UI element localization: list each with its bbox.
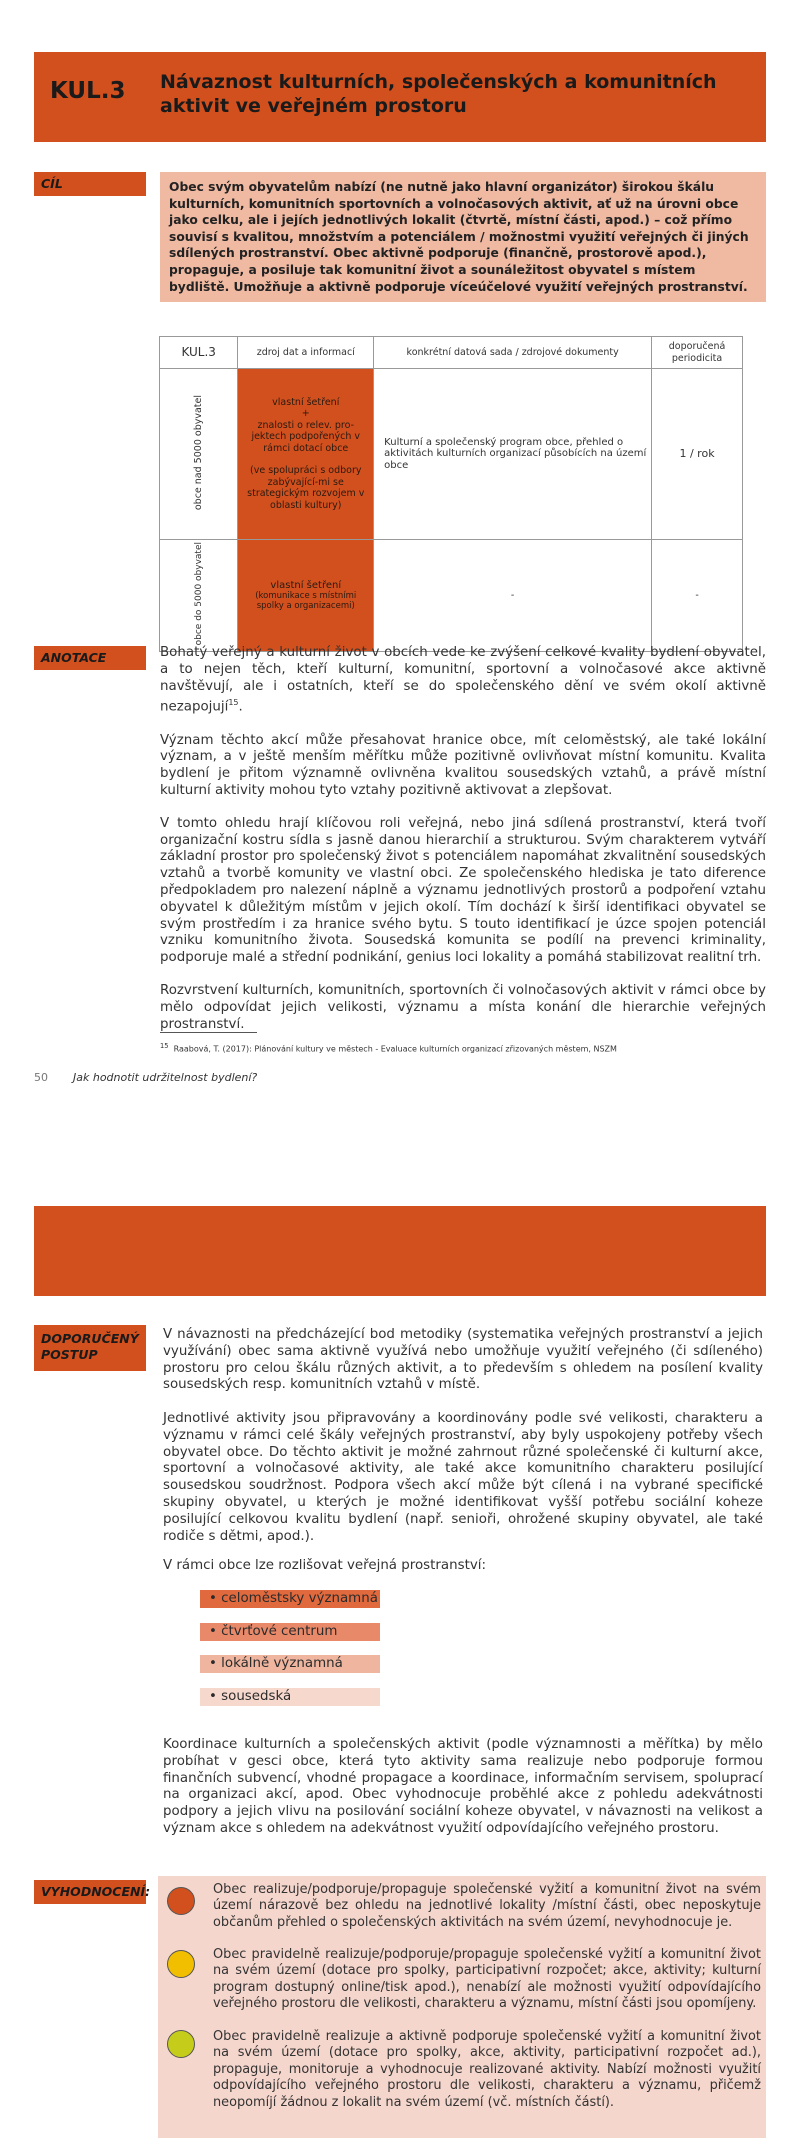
row-source: vlastní šetření + znalosti o relev. pro-jektech podpořených v rámci dotací obce (ve spolupráci s odbory zabývající-mi se strategickým rozvojem v oblasti kultury): [238, 369, 374, 540]
page-number: 50: [34, 1071, 48, 1084]
annotation-paragraph: V tomto ohledu hrají klíčovou roli veřejná, nebo jiná sdílená prostranství, která tvoří organizační kostru sídla s jasně danou hierarchií a strukturou. Svým charakterem vytváří základní prostor pro společenský život s potenciálem napomáhat zkvalitnění sousedských vztahů a tvorbě komunity ve vlastní obci. Ze společenského hlediska je tato diference předpokladem pro nalezení náplně a významu jednotlivých prostorů a podpoření vztahu obyvatel k důležitým místům v jejich okolí. Tím dochází k širší identifikaci obyvatel se svým prostředím i za hranice svého bytu. S touto identifikací je úzce spojen potenciál vzniku komunitního života. Sousedská komunita se podílí na prevenci kriminality, podporuje malé a střední podnikání, genius loci lokality a pomáhá stabilizovat realitní trh.: [160, 815, 766, 966]
space-type-local: • lokálně významná: [200, 1655, 380, 1673]
space-type-district: • čtvrťové centrum: [200, 1623, 380, 1641]
table-header-dataset: konkrétní datová sada / zdrojové dokumenty: [374, 337, 652, 369]
space-type-citywide: • celoměstsky významná: [200, 1590, 380, 1608]
row-source: vlastní šetření (komunikace s místními spolky a organizacemi): [238, 540, 374, 652]
evaluation-label: VYHODNOCENÍ:: [34, 1880, 146, 1904]
publication-title: Jak hodnotit udržitelnost bydlení?: [73, 1071, 258, 1084]
annotation-paragraph: Rozvrstvení kulturních, komunitních, sportovních či volnočasových aktivit v rámci obce by mělo odpovídat jejich velikosti, významu a místa konání dle hierarchie veřejných prostranství.: [160, 983, 766, 1032]
rating-green-icon: [167, 2030, 195, 2058]
procedure-closing: Koordinace kulturních a společenských aktivit (podle významnosti a měřítka) by mělo probíhat v gesci obce, která tyto aktivity sama realizuje nebo podporuje formou finančních subvencí, vhodné propagace a koordinace, informačním servisem, spoluprací na organizaci akcí, apod. Obec vyhodnocuje proběhlé akce z pohledu adekvátnosti podpory a jejich vlivu na posilování sociální koheze obyvatel, v návaznosti na velikost a význam akce s ohledem na adekvátnost využití odpovídajícího veřejného prostoru.: [163, 1737, 763, 1836]
table-row: [160, 369, 743, 540]
evaluation-item-green: Obec pravidelně realizuje a aktivně podporuje společenské vyžití a komunitní život na svém území (dotace pro spolky, akce, aktivity, participativní rozpočet ad.), propaguje, monitoruje a vyhodnocuje realizované aktivity. Nabízí možnosti využití odpovídajícího veřejného prostoru dle velikosti, charakteru a významu, přičemž neopomíjí žádnou z lokalit na svém území (vč. místních částí).: [213, 2029, 761, 2110]
header-band: [34, 1206, 766, 1296]
rating-yellow-icon: [167, 1950, 195, 1978]
row-label: obce do 5000 obyvatel: [160, 540, 238, 652]
procedure-paragraph: V rámci obce lze rozlišovat veřejná prostranství:: [163, 1558, 486, 1573]
evaluation-item-yellow: Obec pravidelně realizuje/podporuje/propaguje společenské vyžití a komunitní život na svém území (dotace pro spolky, participativní rozpočet; akce, aktivity; kulturní program dostupný online/tisk apod.), nenabízí ale možnosti využití odpovídajícího veřejného prostoru dle velikosti, charakteru a významu, místní části jsou opomíjeny.: [213, 1947, 761, 2012]
rating-red-icon: [167, 1887, 195, 1915]
table-header-periodicity: doporučená periodicita: [652, 337, 743, 369]
procedure-label: DOPORUČENÝ POSTUP: [34, 1325, 146, 1371]
source-table: [159, 336, 743, 652]
row-dataset: -: [374, 540, 652, 652]
space-type-neighbourhood: • sousedská: [200, 1688, 380, 1706]
goal-text: Obec svým obyvatelům nabízí (ne nutně jako hlavní organizátor) širokou škálu kulturních, komunitních sportovních a volnočasových aktivit, ať už na úrovni obce jako celku, ale i jejích jednotlivých lokalit (čtvrtě, místní části, apod.) – což přímo souvisí s kvalitou, množstvím a potenciálem / možnostmi využití veřejných či jiných sdílených prostranství. Obec aktivně podporuje (finančně, prostorově apod.), propaguje, a posiluje tak komunitní život a sounáležitost obyvatel s místem bydliště. Umožňuje a aktivně podporuje víceúčelové využití veřejných prostranství.: [169, 180, 749, 294]
page-title: Návaznost kulturních, společenských a komunitních aktivit ve veřejném prostoru: [160, 71, 717, 117]
procedure-paragraph: Jednotlivé aktivity jsou připravovány a koordinovány podle své velikosti, charakteru a významu v rámci celé škály veřejných prostranství, aby byly uspokojeny potřeby všech obyvatel obce. Do těchto aktivit je možné zahrnout různé společenské či kulturní akce, sportovní a volnočasové aktivity, ale také akce komunitního charakteru posilující sousedskou soudržnost. Podpora všech akcí může být cílená i na vybrané specifické skupiny obyvatel, u kterých je možné identifikovat vyšší potřebu sociální koheze posilující celkovou kvalitu bydlení (např. senioři, ohrožené skupiny obyvatel, ale také rodiče s dětmi, apod.).: [163, 1411, 763, 1544]
annotation-body: [160, 645, 766, 1049]
row-label: obce nad 5000 obyvatel: [160, 369, 238, 540]
annotation-label: ANOTACE: [34, 646, 146, 670]
row-periodicity: -: [652, 540, 743, 652]
annotation-paragraph: Význam těchto akcí může přesahovat hranice obce, mít celoměstský, ale také lokální význam, a v ještě menším měřítku může pozitivně ovlivňovat místní komunitu. Kvalita bydlení je přitom významně ovlivněna kvalitou sousedských vztahů, a právě místní kulturní aktivity mohou tyto vztahy pozitivně aktivovat a zlepšovat.: [160, 732, 766, 799]
goal-label: CÍL: [34, 172, 146, 196]
annotation-paragraph: Bohatý veřejný a kulturní život v obcích vede ke zvýšení celkové kvality bydlení obyvatel, a to nejen těch, kteří kulturní, komunitní, sportovní a volnočasové akce aktivně navštěvují, ale i ostatních, kteří se do společenského dění ve svém okolí aktivně nezapojují$^{15}$.: [160, 645, 766, 715]
footnote-divider: [160, 1032, 257, 1033]
footnote-ref[interactable]: 15: [228, 698, 239, 708]
table-header-source: zdroj dat a informací: [238, 337, 374, 369]
row-periodicity: 1 / rok: [652, 369, 743, 540]
goal-box: [160, 172, 766, 302]
row-dataset: Kulturní a společenský program obce, přehled o aktivitách kulturních organizací působících na území obce: [374, 369, 652, 540]
footnote: $^{15}$ Raabová, T. (2017): Plánování kultury ve městech - Evaluace kulturních organizací zřizovaných městem, NSZM: [160, 1042, 617, 1054]
evaluation-item-red: Obec realizuje/podporuje/propaguje společenské vyžití a komunitní život na svém území nárazově bez ohledu na jednotlivé lokality /místní části, obec neposkytuje občanům přehled o společenských aktivitách na svém území, nevyhodnocuje je.: [213, 1882, 761, 1930]
table-row: [160, 540, 743, 652]
procedure-paragraph: V návaznosti na předcházející bod metodiky (systematika veřejných prostranství a jejich využívání) obec sama aktivně využívá nebo umožňuje využití veřejného (či sdíleného) prostoru pro celou škálu různých aktivit, a to především s ohledem na posílení kvality sousedských resp. komunitních vztahů v místě.: [163, 1327, 763, 1393]
table-header-code: KUL.3: [160, 337, 238, 369]
indicator-code: KUL.3: [50, 78, 126, 104]
